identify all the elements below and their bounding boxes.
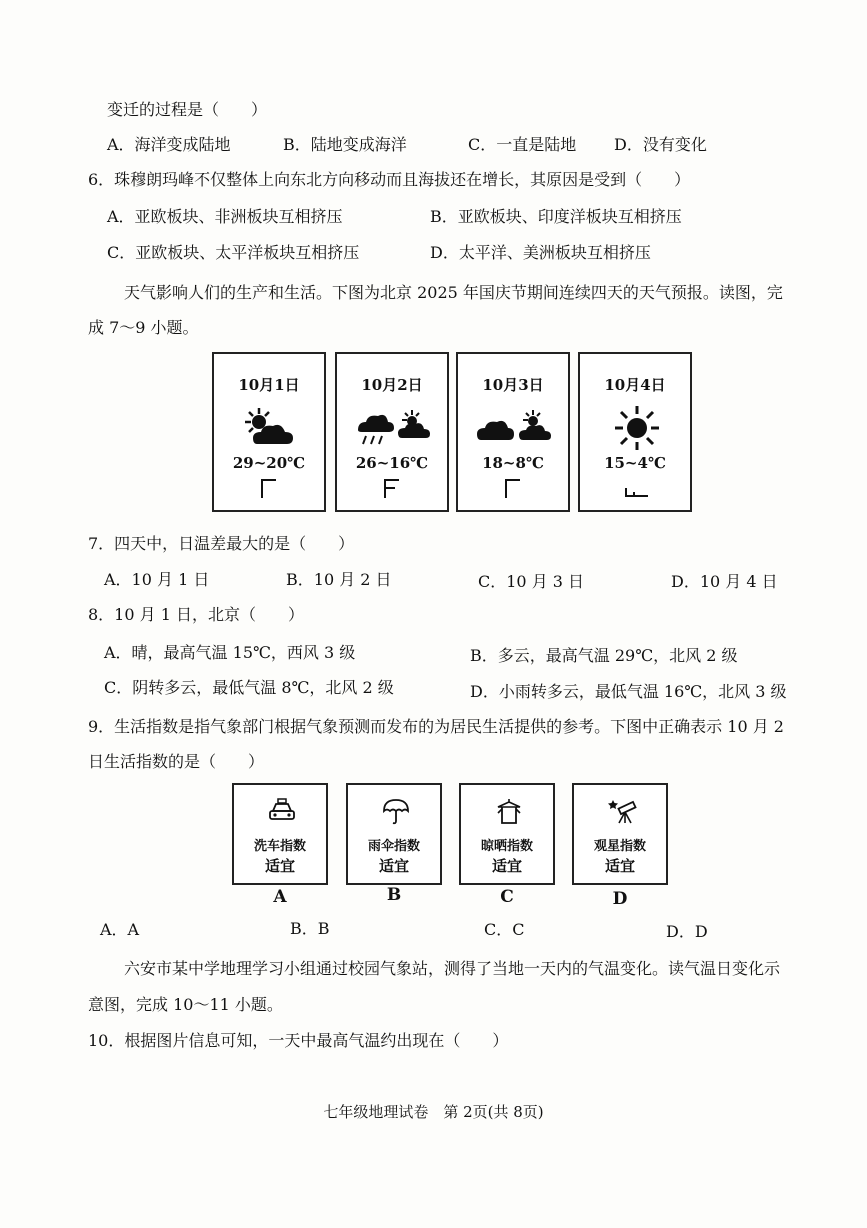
q9-option-a: A．A — [100, 920, 140, 939]
life-index-label-d: D — [612, 889, 628, 909]
sun-behind-cloud-icon — [231, 404, 311, 452]
forecast-date: 10月2日 — [361, 376, 423, 394]
wind-flag-icon — [379, 476, 409, 500]
forecast-card-day3 — [456, 352, 570, 512]
q5-stem-tail: 变迁的过程是（ ） — [107, 100, 268, 119]
forecast-date: 10月1日 — [238, 376, 300, 394]
life-index-card-a — [232, 783, 328, 885]
wind-flag-icon — [622, 476, 652, 500]
life-index-name: 晾晒指数 — [480, 839, 533, 854]
sun-icon — [597, 404, 677, 452]
forecast-temp: 18~8℃ — [482, 454, 544, 472]
q7-stem: 7．四天中，日温差最大的是（ ） — [88, 534, 355, 553]
q8-option-b: B．多云，最高气温 29℃，北风 2 级 — [470, 646, 738, 665]
telescope-icon — [607, 797, 637, 825]
forecast-temp: 15~4℃ — [604, 454, 666, 472]
forecast-card-day4 — [578, 352, 692, 512]
forecast-temp: 26~16℃ — [355, 454, 429, 472]
forecast-card-day2 — [335, 352, 449, 512]
forecast-date: 10月4日 — [604, 376, 666, 394]
q6-option-c: C．亚欧板块、太平洋板块互相挤压 — [107, 243, 360, 262]
q5-option-b: B．陆地变成海洋 — [283, 135, 407, 154]
q6-option-a: A．亚欧板块、非洲板块互相挤压 — [107, 207, 343, 226]
wind-flag-icon — [256, 476, 286, 500]
life-index-label-c: C — [500, 887, 514, 907]
clothes-hanger-icon — [494, 797, 524, 825]
q8-stem: 8．10 月 1 日，北京（ ） — [88, 605, 304, 624]
q10-stem: 10．根据图片信息可知，一天中最高气温约出现在（ ） — [88, 1031, 509, 1050]
forecast-date: 10月3日 — [482, 376, 544, 394]
intro-7-9-line2: 成 7～9 小题。 — [88, 318, 199, 337]
q9-stem-line1: 9．生活指数是指气象部门根据气象预测而发布的为居民生活提供的参考。下图中正确表示 10 月 2 — [88, 717, 784, 736]
q8-option-d: D．小雨转多云，最低气温 16℃，北风 3 级 — [470, 682, 787, 701]
q7-option-d: D．10 月 4 日 — [671, 572, 778, 591]
life-index-card-c — [459, 783, 555, 885]
umbrella-icon — [381, 797, 411, 825]
life-index-label-a: A — [273, 887, 287, 907]
q8-option-c: C．阴转多云，最低气温 8℃，北风 2 级 — [104, 678, 394, 697]
q6-option-b: B．亚欧板块、印度洋板块互相挤压 — [430, 207, 682, 226]
rain-then-partly-cloudy-icon — [354, 404, 434, 452]
q8-option-a: A．晴，最高气温 15℃，西风 3 级 — [104, 643, 356, 662]
life-index-name: 观星指数 — [593, 839, 646, 854]
forecast-card-day1 — [212, 352, 326, 512]
life-index-card-b — [346, 783, 442, 885]
cloudy-then-partly-cloudy-icon — [475, 404, 555, 452]
q9-option-c: C．C — [484, 920, 525, 939]
life-index-level: 适宜 — [378, 857, 409, 875]
life-index-level: 适宜 — [604, 857, 635, 875]
life-index-label-b: B — [386, 885, 402, 905]
q6-stem: 6．珠穆朗玛峰不仅整体上向东北方向移动而且海拔还在增长，其原因是受到（ ） — [88, 170, 691, 189]
q5-option-d: D．没有变化 — [614, 135, 707, 154]
life-index-level: 适宜 — [264, 857, 295, 875]
q7-option-b: B．10 月 2 日 — [286, 570, 392, 589]
q7-option-a: A．10 月 1 日 — [104, 570, 210, 589]
intro-10-11-line1: 六安市某中学地理学习小组通过校园气象站，测得了当地一天内的气温变化。读气温日变化示 — [124, 959, 781, 978]
q5-option-a: A．海洋变成陆地 — [107, 135, 231, 154]
wind-flag-icon — [500, 476, 530, 500]
page-footer: 七年级地理试卷 第 2页(共 8页) — [323, 1103, 544, 1121]
intro-10-11-line2: 意图，完成 10～11 小题。 — [88, 995, 283, 1014]
life-index-level: 适宜 — [491, 857, 522, 875]
q6-option-d: D．太平洋、美洲板块互相挤压 — [430, 243, 651, 262]
car-icon — [267, 797, 297, 825]
q9-stem-line2: 日生活指数的是（ ） — [88, 752, 265, 771]
intro-7-9-line1: 天气影响人们的生产和生活。下图为北京 2025 年国庆节期间连续四天的天气预报。读图，完 — [124, 283, 783, 302]
forecast-temp: 29~20℃ — [232, 454, 306, 472]
q5-option-c: C．一直是陆地 — [468, 135, 577, 154]
life-index-name: 雨伞指数 — [367, 839, 420, 854]
q9-option-b: B．B — [290, 919, 330, 938]
life-index-card-d — [572, 783, 668, 885]
life-index-name: 洗车指数 — [253, 839, 306, 854]
q9-option-d: D．D — [666, 922, 708, 941]
q7-option-c: C．10 月 3 日 — [478, 572, 585, 591]
